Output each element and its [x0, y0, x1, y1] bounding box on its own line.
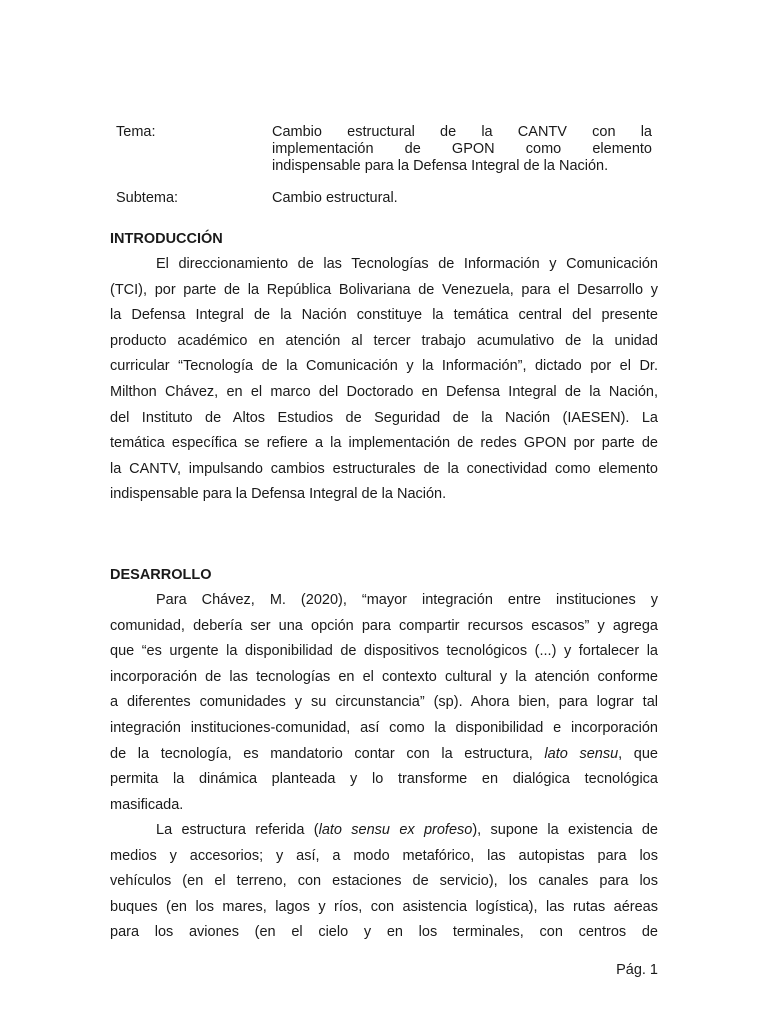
introduccion-heading: INTRODUCCIÓN	[110, 231, 223, 247]
text-line: incorporación de las tecnologías en el contexto cultural y la atención conforme	[110, 668, 658, 685]
text-segment: , que	[618, 745, 658, 762]
text-line: integración instituciones-comunidad, así como la disponibilidad e incorporación	[110, 719, 658, 736]
text-line: permita la dinámica planteada y lo transforme en dialógica tecnológica	[110, 771, 658, 788]
text-line: (TCI), por parte de la República Bolivariana de Venezuela, para el Desarrollo y	[110, 281, 658, 298]
text-segment: ), supone la existencia de	[472, 822, 658, 838]
tema-line: Cambio estructural de la CANTV con la	[272, 124, 652, 140]
tema-line: implementación de GPON como elemento	[272, 141, 652, 157]
text-line-with-emphasis	[110, 742, 658, 768]
tema-value	[272, 124, 652, 175]
text-line: medios y accesorios; y así, a modo metafórico, las autopistas para los	[110, 847, 658, 864]
text-line: comunidad, debería ser una opción para compartir recursos escasos” y agrega	[110, 617, 658, 634]
text-line: a diferentes comunidades y su circunstancia” (sp). Ahora bien, para lograr tal	[110, 694, 658, 711]
text-line: masificada.	[110, 796, 184, 813]
text-line: curricular “Tecnología de la Comunicación y la Información”, dictado por el Dr.	[110, 358, 658, 375]
emphasis-text: lato sensu	[544, 745, 619, 762]
text-line: la CANTV, impulsando cambios estructurales de la conectividad como elemento	[110, 460, 658, 477]
subtema-value: Cambio estructural.	[272, 190, 398, 206]
desarrollo-heading: DESARROLLO	[110, 567, 212, 583]
text-line: producto académico en atención al tercer trabajo acumulativo de la unidad	[110, 332, 658, 349]
text-line: que “es urgente la disponibilidad de dispositivos tecnológicos (...) y fortalecer la	[110, 643, 658, 660]
emphasis-text: lato sensu ex profeso	[318, 822, 473, 838]
text-segment: La estructura referida (	[156, 822, 319, 838]
subtema-label: Subtema:	[116, 190, 179, 206]
text-line: Milthon Chávez, en el marco del Doctorado en Defensa Integral de la Nación,	[110, 383, 658, 400]
desarrollo-paragraph-1	[110, 588, 658, 818]
tema-line: indispensable para la Defensa Integral de la Nación.	[272, 158, 609, 174]
introduccion-paragraph	[110, 252, 658, 508]
text-line: Para Chávez, M. (2020), “mayor integración entre instituciones y	[156, 592, 658, 608]
page-number: Pág. 1	[616, 962, 658, 978]
tema-label: Tema:	[116, 124, 156, 140]
text-line: la Defensa Integral de la Nación constituye la temática central del presente	[110, 307, 658, 324]
text-segment: de la tecnología, es mandatorio contar con la estructura,	[110, 745, 533, 762]
desarrollo-paragraph-2	[110, 818, 658, 946]
text-line: temática específica se refiere a la implementación de redes GPON por parte de	[110, 435, 658, 452]
text-line: buques (en los mares, lagos y ríos, con asistencia logística), las rutas aéreas	[110, 898, 658, 915]
text-line: para los aviones (en el cielo y en los terminales, con centros de	[110, 924, 658, 941]
text-line-with-emphasis	[110, 818, 658, 844]
text-line: del Instituto de Altos Estudios de Seguridad de la Nación (IAESEN). La	[110, 409, 658, 426]
text-line: vehículos (en el terreno, con estaciones de servicio), los canales para los	[110, 873, 658, 890]
text-line: El direccionamiento de las Tecnologías de Información y Comunicación	[156, 256, 658, 272]
text-line: indispensable para la Defensa Integral de la Nación.	[110, 486, 447, 503]
